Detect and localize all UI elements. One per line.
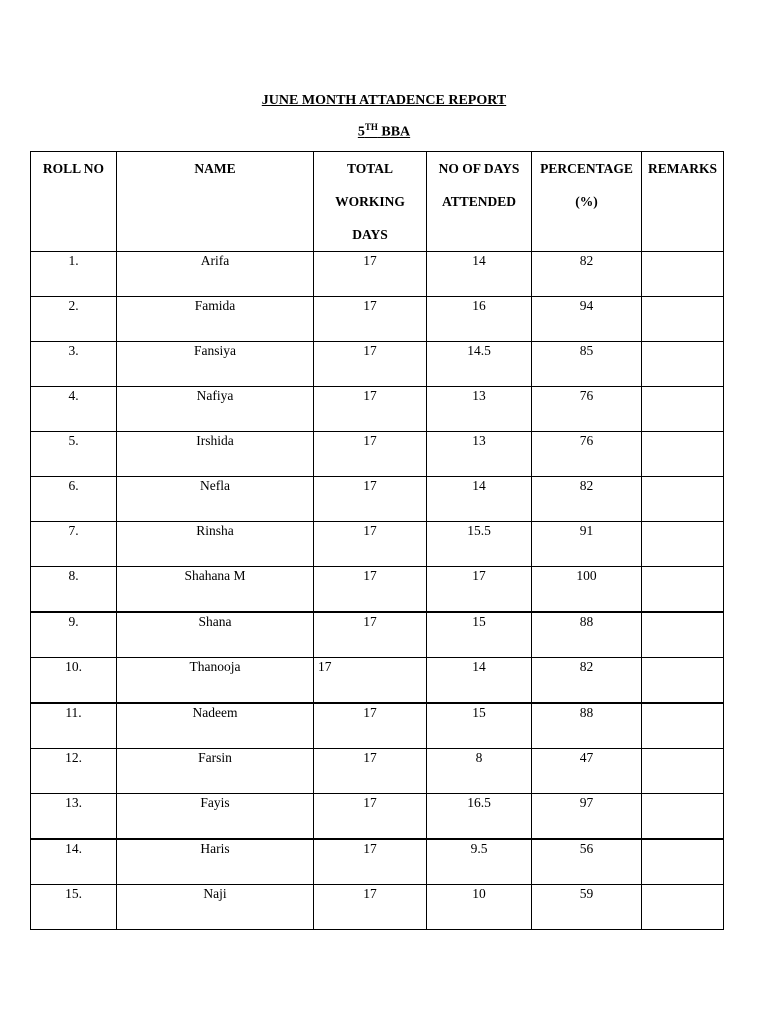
cell-roll: 9.: [31, 612, 117, 658]
cell-remarks: [642, 612, 724, 658]
cell-roll: 4.: [31, 387, 117, 432]
cell-percentage: 88: [532, 703, 642, 749]
cell-remarks: [642, 749, 724, 794]
cell-attended: 13: [427, 387, 532, 432]
cell-percentage: 100: [532, 567, 642, 613]
cell-attended: 8: [427, 749, 532, 794]
table-row: [31, 477, 724, 522]
cell-percentage: 91: [532, 522, 642, 567]
cell-roll: 6.: [31, 477, 117, 522]
cell-roll: 11.: [31, 703, 117, 749]
cell-roll: 14.: [31, 839, 117, 885]
cell-percentage: 97: [532, 794, 642, 840]
attendance-table: [30, 151, 724, 930]
cell-percentage: 88: [532, 612, 642, 658]
cell-roll: 12.: [31, 749, 117, 794]
cell-name: Nefla: [117, 477, 314, 522]
cell-attended: 14: [427, 252, 532, 297]
cell-total: 17: [314, 297, 427, 342]
table-row: [31, 297, 724, 342]
cell-remarks: [642, 342, 724, 387]
cell-total: 17: [314, 839, 427, 885]
cell-name: Nafiya: [117, 387, 314, 432]
cell-percentage: 82: [532, 477, 642, 522]
cell-remarks: [642, 477, 724, 522]
cell-remarks: [642, 794, 724, 840]
cell-name: Farsin: [117, 749, 314, 794]
report-title: JUNE MONTH ATTADENCE REPORT: [261, 93, 507, 108]
header-days-attended: [427, 152, 532, 252]
cell-name: Rinsha: [117, 522, 314, 567]
header-name-text: NAME: [194, 161, 236, 176]
cell-name: Arifa: [117, 252, 314, 297]
cell-roll: 10.: [31, 658, 117, 704]
cell-remarks: [642, 839, 724, 885]
cell-remarks: [642, 432, 724, 477]
cell-attended: 16: [427, 297, 532, 342]
cell-total: 17: [314, 567, 427, 613]
cell-name: Haris: [117, 839, 314, 885]
cell-remarks: [642, 252, 724, 297]
cell-roll: 5.: [31, 432, 117, 477]
cell-name: Famida: [117, 297, 314, 342]
cell-name: Nadeem: [117, 703, 314, 749]
cell-remarks: [642, 567, 724, 613]
header-percentage: [532, 152, 642, 252]
cell-name: Shana: [117, 612, 314, 658]
cell-remarks: [642, 387, 724, 432]
cell-total: 17: [314, 658, 427, 704]
cell-total: 17: [314, 794, 427, 840]
table-row: [31, 342, 724, 387]
table-row: [31, 432, 724, 477]
header-roll-no: ROLL NO: [31, 152, 117, 252]
header-attended-line1: NO OF DAYS: [438, 161, 520, 176]
cell-percentage: 82: [532, 252, 642, 297]
table-row: [31, 567, 724, 613]
cell-total: 17: [314, 252, 427, 297]
cell-total: 17: [314, 703, 427, 749]
cell-remarks: [642, 297, 724, 342]
cell-percentage: 47: [532, 749, 642, 794]
header-percentage-line2: (%): [575, 194, 598, 209]
cell-percentage: 56: [532, 839, 642, 885]
cell-name: Irshida: [117, 432, 314, 477]
cell-attended: 14.5: [427, 342, 532, 387]
cell-total: 17: [314, 387, 427, 432]
cell-remarks: [642, 658, 724, 704]
header-total-line2: WORKING: [335, 194, 405, 209]
header-remarks: REMARKS: [642, 152, 724, 252]
cell-remarks: [642, 703, 724, 749]
cell-percentage: 85: [532, 342, 642, 387]
cell-total: 17: [314, 749, 427, 794]
class-ordinal-suffix: TH: [364, 122, 378, 132]
table-row: [31, 612, 724, 658]
table-row: [31, 252, 724, 297]
table-row: [31, 658, 724, 704]
cell-attended: 15: [427, 703, 532, 749]
cell-percentage: 76: [532, 432, 642, 477]
cell-name: Shahana M: [117, 567, 314, 613]
cell-roll: 13.: [31, 794, 117, 840]
table-row: [31, 703, 724, 749]
cell-total: 17: [314, 432, 427, 477]
header-total-working-days: [314, 152, 427, 252]
cell-total: 17: [314, 477, 427, 522]
cell-name: Naji: [117, 885, 314, 930]
cell-attended: 15: [427, 612, 532, 658]
cell-attended: 15.5: [427, 522, 532, 567]
cell-attended: 9.5: [427, 839, 532, 885]
cell-remarks: [642, 522, 724, 567]
cell-roll: 3.: [31, 342, 117, 387]
table-row: [31, 885, 724, 930]
table-row: [31, 387, 724, 432]
cell-total: 17: [314, 342, 427, 387]
cell-attended: 10: [427, 885, 532, 930]
cell-remarks: [642, 885, 724, 930]
table-row: [31, 749, 724, 794]
table-row: [31, 794, 724, 840]
cell-total: 17: [314, 522, 427, 567]
table-row: [31, 839, 724, 885]
cell-attended: 16.5: [427, 794, 532, 840]
cell-name: Thanooja: [117, 658, 314, 704]
class-label: [0, 122, 768, 141]
cell-roll: 7.: [31, 522, 117, 567]
header-total-line3: DAYS: [352, 227, 388, 242]
cell-name: Fansiya: [117, 342, 314, 387]
cell-percentage: 59: [532, 885, 642, 930]
table-row: [31, 522, 724, 567]
cell-total: 17: [314, 612, 427, 658]
cell-percentage: 76: [532, 387, 642, 432]
cell-name: Fayis: [117, 794, 314, 840]
header-percentage-line1: PERCENTAGE: [540, 161, 633, 176]
header-name: [117, 152, 314, 252]
class-name: BBA: [377, 124, 411, 140]
cell-percentage: 94: [532, 297, 642, 342]
cell-total: 17: [314, 885, 427, 930]
header-total-line1: TOTAL: [346, 161, 394, 176]
header-attended-line2: ATTENDED: [441, 194, 516, 209]
cell-roll: 15.: [31, 885, 117, 930]
cell-attended: 14: [427, 658, 532, 704]
cell-attended: 17: [427, 567, 532, 613]
header-row: [31, 152, 724, 252]
cell-attended: 14: [427, 477, 532, 522]
cell-roll: 8.: [31, 567, 117, 613]
cell-attended: 13: [427, 432, 532, 477]
class-number: 5: [357, 124, 365, 140]
cell-roll: 2.: [31, 297, 117, 342]
cell-percentage: 82: [532, 658, 642, 704]
cell-roll: 1.: [31, 252, 117, 297]
